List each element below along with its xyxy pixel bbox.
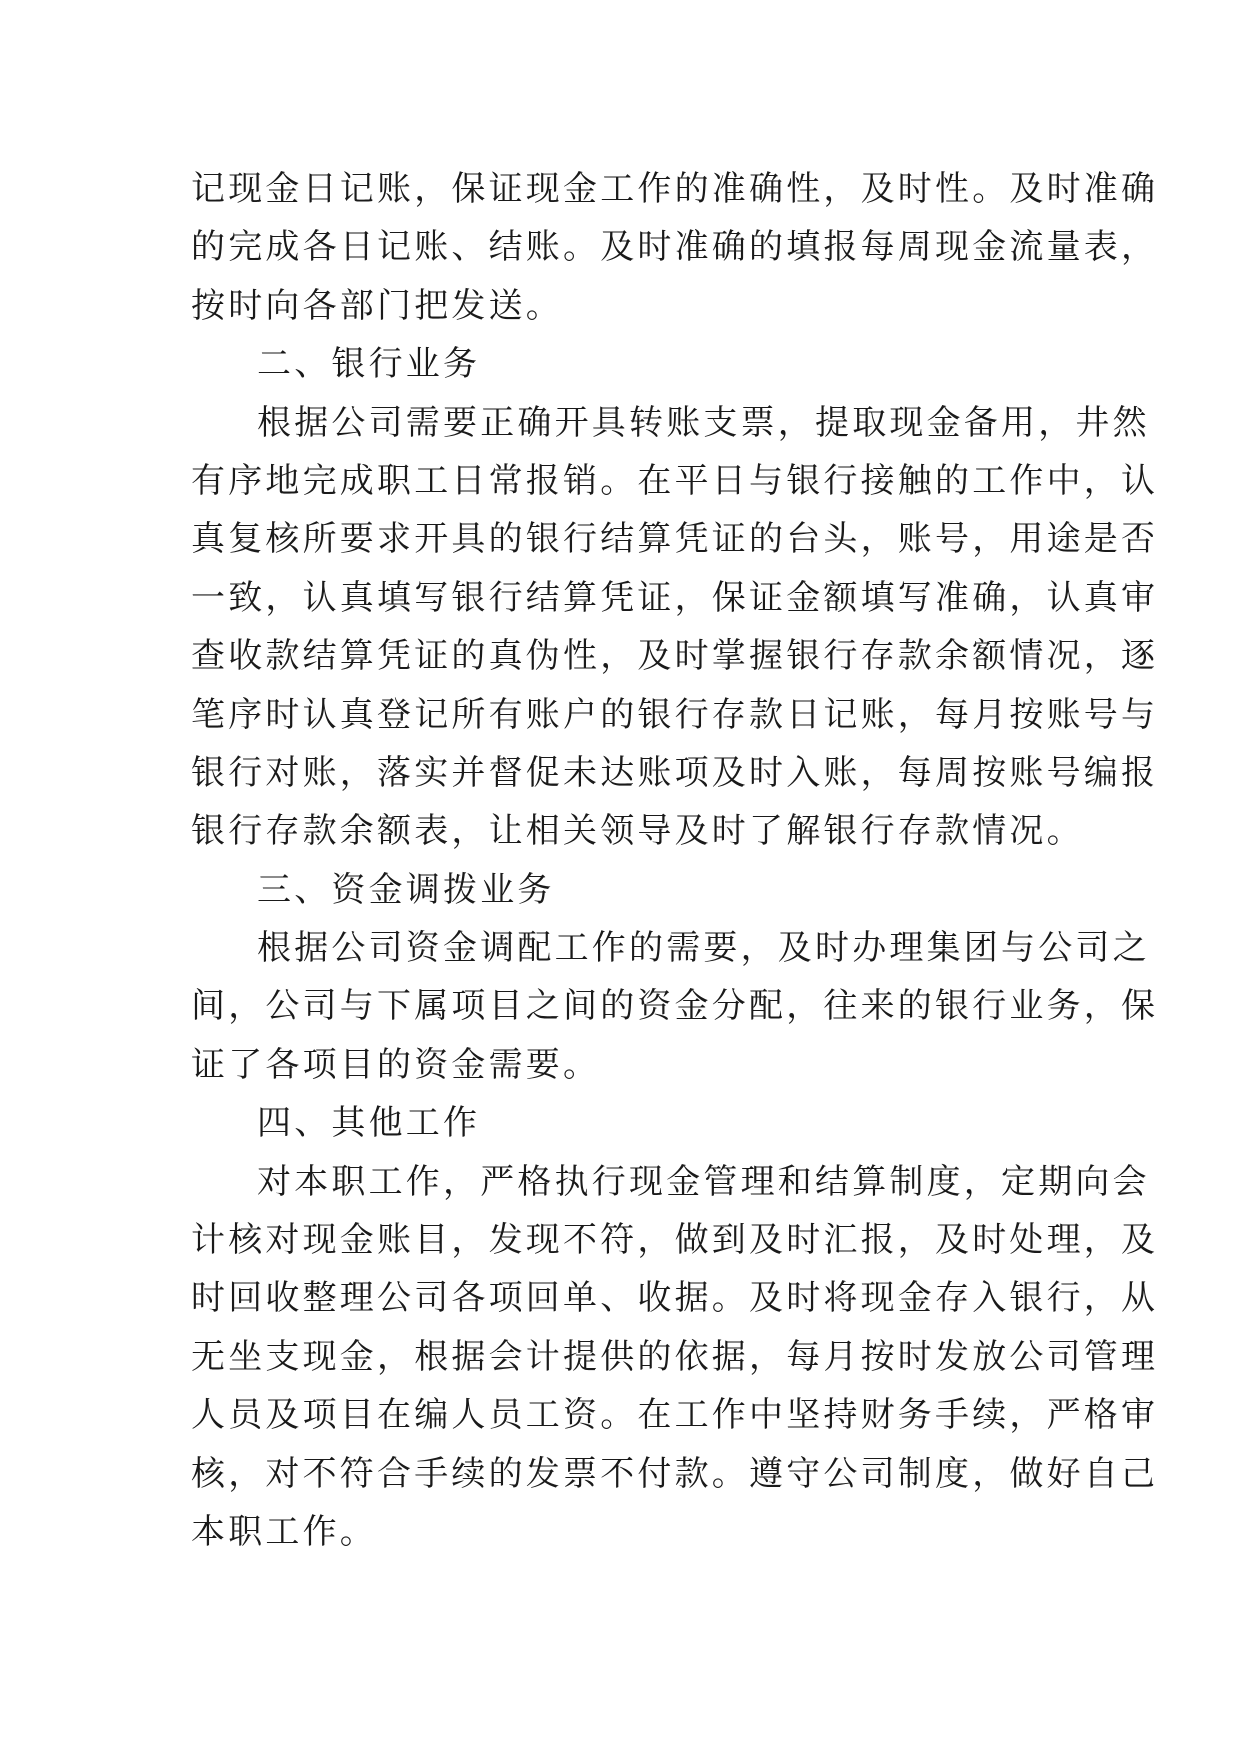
text-line: 的完成各日记账、结账。及时准确的填报每周现金流量表， <box>191 227 1159 268</box>
document-body <box>191 160 1159 1561</box>
text-line: 银行存款余额表，让相关领导及时了解银行存款情况。 <box>191 811 1084 852</box>
text-line: 无坐支现金，根据会计提供的依据，每月按时发放公司管理 <box>191 1336 1159 1377</box>
text-line: 时回收整理公司各项回单、收据。及时将现金存入银行，从 <box>191 1278 1159 1319</box>
text-line: 证了各项目的资金需要。 <box>191 1044 601 1085</box>
text-line: 有序地完成职工日常报销。在平日与银行接触的工作中，认 <box>191 460 1159 501</box>
text-line: 记现金日记账，保证现金工作的准确性，及时性。及时准确 <box>191 169 1159 209</box>
section-heading-bank: 二、银行业务 <box>257 344 481 385</box>
text-line: 计核对现金账目，发现不符，做到及时汇报，及时处理，及 <box>191 1220 1159 1261</box>
text-line: 间，公司与下属项目之间的资金分配，往来的银行业务，保 <box>191 986 1159 1027</box>
text-line: 一致，认真填写银行结算凭证，保证金额填写准确，认真审 <box>191 577 1159 618</box>
text-line: 人员及项目在编人员工资。在工作中坚持财务手续，严格审 <box>191 1395 1159 1436</box>
section-heading-other: 四、其他工作 <box>257 1103 481 1144</box>
text-line: 根据公司需要正确开具转账支票，提取现金备用，井然 <box>257 402 1150 443</box>
text-line: 笔序时认真登记所有账户的银行存款日记账，每月按账号与 <box>191 694 1159 735</box>
section-heading-funds: 三、资金调拨业务 <box>257 869 555 910</box>
text-line: 真复核所要求开具的银行结算凭证的台头，账号，用途是否 <box>191 519 1159 560</box>
text-line: 本职工作。 <box>191 1511 377 1552</box>
text-line: 查收款结算凭证的真伪性，及时掌握银行存款余额情况，逐 <box>191 636 1159 677</box>
text-line: 对本职工作，严格执行现金管理和结算制度，定期向会 <box>257 1161 1150 1202</box>
text-line: 核，对不符合手续的发票不付款。遵守公司制度，做好自己 <box>191 1453 1159 1494</box>
text-line: 按时向各部门把发送。 <box>191 285 563 326</box>
text-line: 银行对账，落实并督促未达账项及时入账，每周按账号编报 <box>191 752 1159 793</box>
text-line: 根据公司资金调配工作的需要，及时办理集团与公司之 <box>257 928 1150 969</box>
